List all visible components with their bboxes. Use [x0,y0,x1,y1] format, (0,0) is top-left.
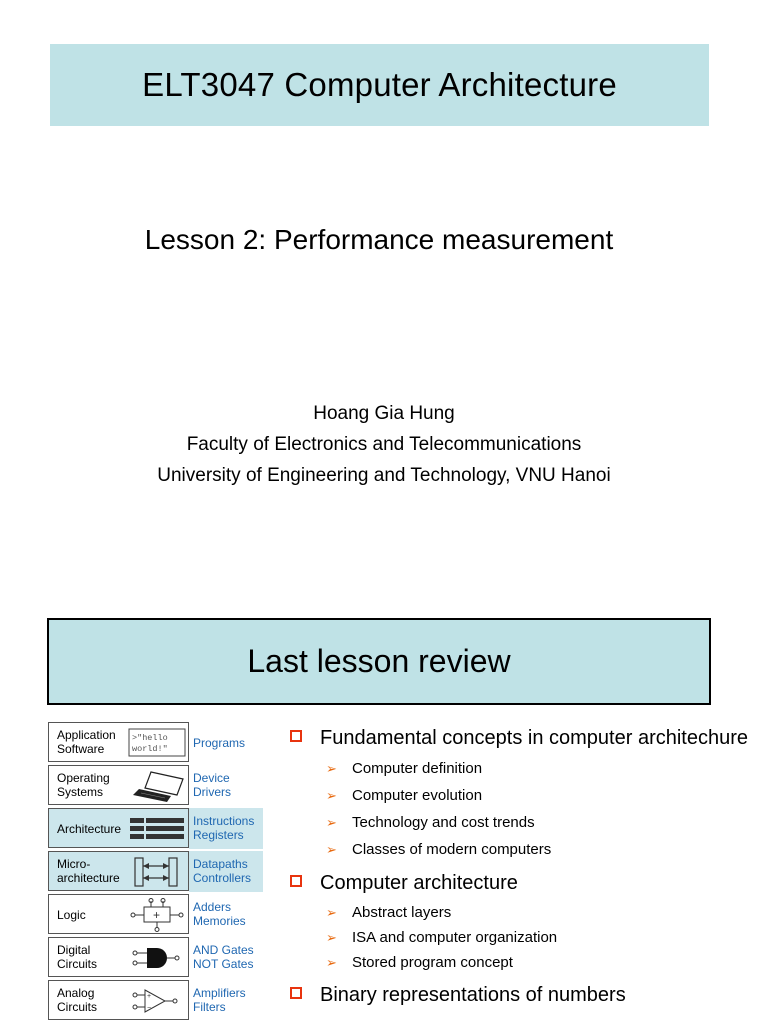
arrow-bullet-icon: ➢ [326,905,337,920]
svg-text:>"hello: >"hello [132,733,168,743]
sub-bullet-item [326,782,760,809]
layer-label: Digital Circuits [57,943,98,971]
layer-label: Micro-architecture [57,857,120,885]
sub-bullet-text: Classes of modern computers [352,841,552,858]
layer-example: Adders Memories [193,900,246,928]
faculty-name: Faculty of Electronics and Telecommunications [186,434,582,455]
sub-bullet-list [290,900,760,975]
sub-bullet-text: Computer definition [352,760,483,777]
layer-example-text: Device Drivers [193,771,231,799]
datapath-icon [127,855,187,889]
layer-label: Application Software [57,728,116,756]
arrow-bullet-icon: ➢ [326,930,337,945]
layer-digital-circuits [48,937,263,980]
layer-label: Operating Systems [57,771,110,799]
bullet-item [290,726,760,751]
slide-title: Last lesson review [247,643,511,679]
sub-bullet-text: Technology and cost trends [352,814,535,831]
svg-text:world!": world!" [132,744,168,754]
svg-text:+: + [153,908,161,922]
layer-architecture [48,808,263,851]
bullet-item [290,983,760,1008]
university-name: University of Engineering and Technology, VNU Hanoi [157,465,611,486]
slide-title-banner [47,618,711,705]
course-title-banner [50,44,709,126]
arrow-bullet-icon: ➢ [326,955,337,970]
hello-world-code-icon [127,726,187,760]
sub-bullet-item [326,809,760,836]
bullet-text: Fundamental concepts in computer architechure [320,727,749,749]
laptop-icon [127,769,187,803]
sub-bullet-text: Stored program concept [352,954,513,971]
instruction-bars-icon [127,812,187,846]
layer-example [189,765,263,806]
square-bullet-icon [290,875,302,887]
author-name: Hoang Gia Hung [313,403,455,424]
arrow-bullet-icon: ➢ [326,788,337,803]
layer-example: Instructions Registers [189,808,263,849]
and-gate-icon [127,941,187,975]
sub-bullet-item [326,836,760,863]
sub-bullet-item [326,925,760,950]
bullet-item [290,871,760,896]
sub-bullet-text: ISA and computer organization [352,929,558,946]
bullet-text: Binary representations of numbers [320,984,626,1006]
arrow-bullet-icon: ➢ [326,761,337,776]
layer-analog-circuits [48,980,263,1023]
sub-bullet-item [326,950,760,975]
abstraction-layers-diagram [48,722,263,1023]
bullet-text: Computer architecture [320,872,518,894]
layer-example: Datapaths Controllers [189,851,263,892]
layer-application-software [48,722,263,765]
layer-micro-architecture [48,851,263,894]
author-block [0,398,768,491]
arrow-bullet-icon: ➢ [326,815,337,830]
arrow-bullet-icon: ➢ [326,842,337,857]
square-bullet-icon [290,987,302,999]
amplifier-icon [127,984,187,1018]
layer-example: Programs [193,736,246,750]
sub-bullet-list [290,755,760,863]
course-title: ELT3047 Computer Architecture [142,66,617,103]
lesson-title: Lesson 2: Performance measurement [144,224,614,255]
layer-label: Analog Circuits [57,986,98,1014]
sub-bullet-text: Computer evolution [352,787,483,804]
adder-icon [127,898,187,932]
sub-bullet-item [326,900,760,925]
svg-text:+: + [147,993,152,1000]
layer-label: Logic [57,908,86,922]
square-bullet-icon [290,730,302,742]
sub-bullet-text: Abstract layers [352,904,452,921]
layer-label: Architecture [57,822,122,836]
review-bullet-list [290,726,760,1008]
layer-operating-systems [48,765,263,808]
layer-example: AND Gates NOT Gates [193,943,254,971]
layer-example: Amplifiers Filters [193,986,246,1014]
svg-text:−: − [147,1005,152,1012]
layer-logic [48,894,263,937]
sub-bullet-item [326,755,760,782]
